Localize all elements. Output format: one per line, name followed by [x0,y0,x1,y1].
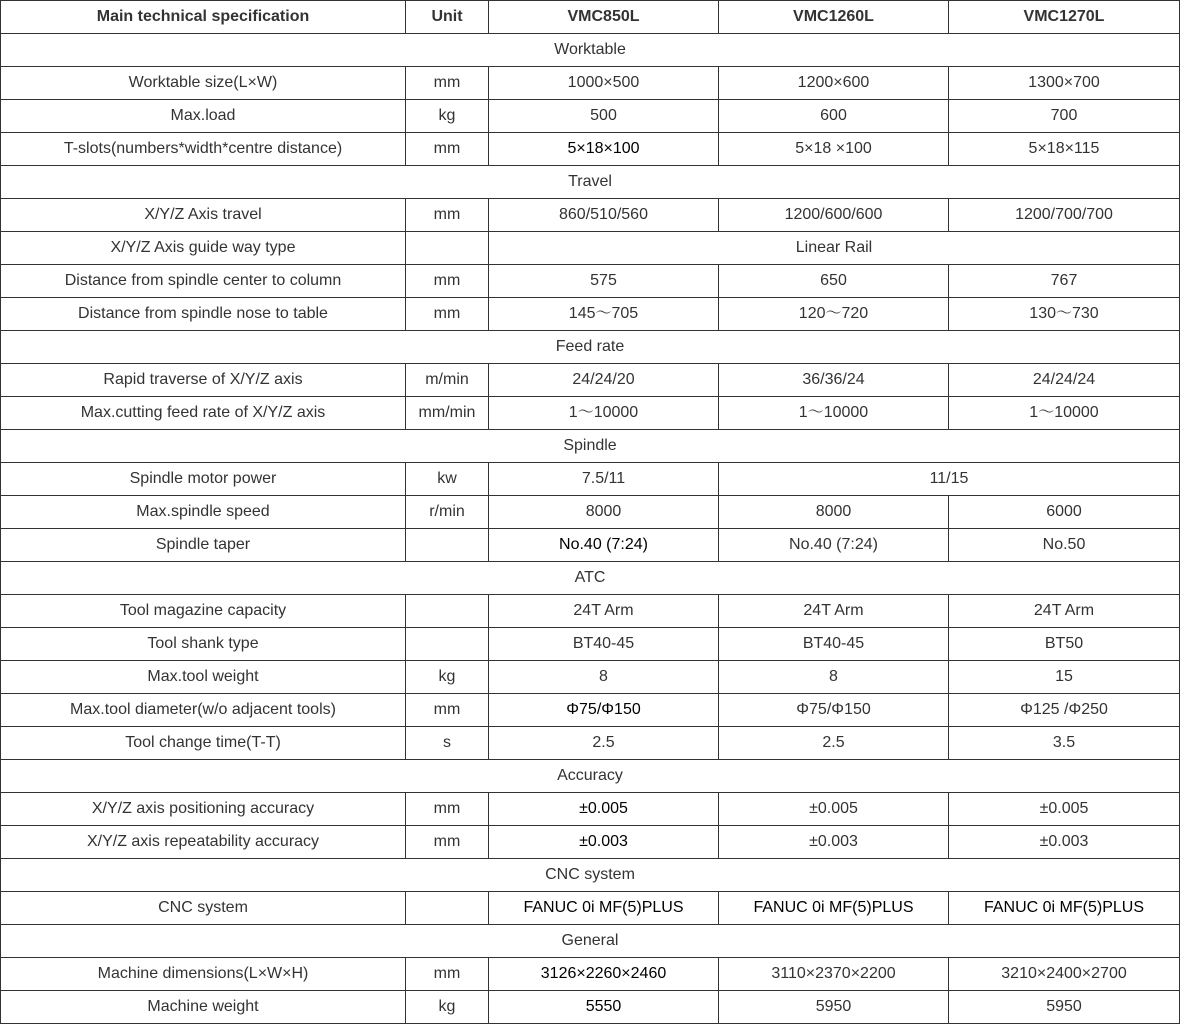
table-row [1,265,1180,298]
value-model-2: 5×18 ×100 [719,133,949,166]
value-model-2: 1～10000 [719,397,949,430]
value-model-2: BT40-45 [719,628,949,661]
value-model-2: 1200/600/600 [719,199,949,232]
spec-unit: r/min [406,496,489,529]
spec-name: Max.cutting feed rate of X/Y/Z axis [1,397,406,430]
value-model-3: ±0.003 [949,826,1180,859]
section-label: Feed rate [1,331,1180,364]
value-model-3: FANUC 0i MF(5)PLUS [949,892,1180,925]
value-model-2: 24T Arm [719,595,949,628]
table-row [1,496,1180,529]
spec-unit [406,628,489,661]
value-model-1: 5550 [489,991,719,1024]
section-row [1,562,1180,595]
spec-unit: mm [406,958,489,991]
header-model-3: VMC1270L [949,1,1180,34]
spec-unit: mm [406,793,489,826]
value-model-1: 575 [489,265,719,298]
spec-unit: mm [406,133,489,166]
spec-unit: mm/min [406,397,489,430]
spec-unit: kg [406,661,489,694]
value-model-2: 5950 [719,991,949,1024]
value-model-1: 8 [489,661,719,694]
spec-unit: mm [406,199,489,232]
section-row [1,760,1180,793]
table-row [1,67,1180,100]
spec-unit: kg [406,100,489,133]
value-model-1: FANUC 0i MF(5)PLUS [489,892,719,925]
table-row [1,694,1180,727]
table-row [1,628,1180,661]
value-model-2: 1200×600 [719,67,949,100]
header-model-1: VMC850L [489,1,719,34]
spec-name: X/Y/Z axis positioning accuracy [1,793,406,826]
value-model-3: 1300×700 [949,67,1180,100]
section-label: CNC system [1,859,1180,892]
spec-unit: mm [406,265,489,298]
spec-name: Rapid traverse of X/Y/Z axis [1,364,406,397]
value-model-2: FANUC 0i MF(5)PLUS [719,892,949,925]
value-model-2: ±0.003 [719,826,949,859]
table-row [1,298,1180,331]
value-model-3: 1～10000 [949,397,1180,430]
table-row [1,991,1180,1024]
value-model-2: 36/36/24 [719,364,949,397]
table-row [1,100,1180,133]
value-model-2: 2.5 [719,727,949,760]
section-label: Spindle [1,430,1180,463]
value-model-1: 500 [489,100,719,133]
table-row [1,793,1180,826]
value-model-2: 120～720 [719,298,949,331]
table-row [1,958,1180,991]
table-row [1,199,1180,232]
value-model-1: ±0.005 [489,793,719,826]
value-model-1: 1000×500 [489,67,719,100]
section-row [1,859,1180,892]
value-model-1: 145～705 [489,298,719,331]
value-model-3: 5×18×115 [949,133,1180,166]
spec-name: Tool change time(T-T) [1,727,406,760]
table-row [1,661,1180,694]
spec-unit: mm [406,694,489,727]
value-model-3: 3210×2400×2700 [949,958,1180,991]
section-label: Worktable [1,34,1180,67]
value-model-2: No.40 (7:24) [719,529,949,562]
spec-name: X/Y/Z axis repeatability accuracy [1,826,406,859]
table-row [1,727,1180,760]
value-model-3: No.50 [949,529,1180,562]
spec-name: Spindle motor power [1,463,406,496]
value-model-3: 767 [949,265,1180,298]
spec-name: Machine dimensions(L×W×H) [1,958,406,991]
value-model-3: 15 [949,661,1180,694]
spec-name: Distance from spindle nose to table [1,298,406,331]
spec-name: X/Y/Z Axis travel [1,199,406,232]
table-row [1,529,1180,562]
spec-unit: m/min [406,364,489,397]
section-row [1,34,1180,67]
spec-name: Spindle taper [1,529,406,562]
value-model-3: 700 [949,100,1180,133]
spec-unit: mm [406,826,489,859]
spec-name: Tool magazine capacity [1,595,406,628]
table-row [1,232,1180,265]
spec-name: CNC system [1,892,406,925]
value-model-3: ±0.005 [949,793,1180,826]
spec-unit: kg [406,991,489,1024]
value-all-models: Linear Rail [489,232,1180,265]
value-model-2: 650 [719,265,949,298]
spec-unit [406,529,489,562]
table-row [1,892,1180,925]
value-model-1: Φ75/Φ150 [489,694,719,727]
spec-name: X/Y/Z Axis guide way type [1,232,406,265]
table-row [1,133,1180,166]
spec-name: Max.tool weight [1,661,406,694]
value-model-1: 8000 [489,496,719,529]
value-model-2: 3110×2370×2200 [719,958,949,991]
value-model-1: 860/510/560 [489,199,719,232]
value-model-1: 2.5 [489,727,719,760]
value-model-3: 6000 [949,496,1180,529]
value-model-2: Φ75/Φ150 [719,694,949,727]
spec-unit: kw [406,463,489,496]
value-model-1: 1～10000 [489,397,719,430]
header-row [1,1,1180,34]
value-model-2: 8 [719,661,949,694]
section-row [1,925,1180,958]
value-model-1: 24/24/20 [489,364,719,397]
spec-name: Max.tool diameter(w/o adjacent tools) [1,694,406,727]
table-row [1,364,1180,397]
value-model-1: BT40-45 [489,628,719,661]
table-row [1,826,1180,859]
value-model-3: 1200/700/700 [949,199,1180,232]
spec-unit [406,595,489,628]
section-row [1,166,1180,199]
section-label: Accuracy [1,760,1180,793]
value-model-3: 24/24/24 [949,364,1180,397]
table-row [1,595,1180,628]
spec-name: Max.load [1,100,406,133]
header-specification: Main technical specification [1,1,406,34]
header-model-2: VMC1260L [719,1,949,34]
section-label: Travel [1,166,1180,199]
value-model-1: 3126×2260×2460 [489,958,719,991]
table-row [1,397,1180,430]
spec-name: Max.spindle speed [1,496,406,529]
spec-name: T-slots(numbers*width*centre distance) [1,133,406,166]
value-models-2-3: 11/15 [719,463,1180,496]
table-body [1,34,1180,1024]
value-model-1: 5×18×100 [489,133,719,166]
spec-name: Machine weight [1,991,406,1024]
spec-unit: mm [406,67,489,100]
value-model-3: 24T Arm [949,595,1180,628]
value-model-1: ±0.003 [489,826,719,859]
value-model-1: 7.5/11 [489,463,719,496]
value-model-1: 24T Arm [489,595,719,628]
value-model-3: Φ125 /Φ250 [949,694,1180,727]
spec-unit: mm [406,298,489,331]
table-row [1,463,1180,496]
section-row [1,430,1180,463]
table-header [1,1,1180,34]
value-model-2: 600 [719,100,949,133]
section-row [1,331,1180,364]
value-model-3: 3.5 [949,727,1180,760]
spec-name: Tool shank type [1,628,406,661]
value-model-1: No.40 (7:24) [489,529,719,562]
value-model-3: BT50 [949,628,1180,661]
spec-name: Distance from spindle center to column [1,265,406,298]
spec-unit [406,232,489,265]
value-model-3: 130～730 [949,298,1180,331]
value-model-3: 5950 [949,991,1180,1024]
value-model-2: ±0.005 [719,793,949,826]
spec-name: Worktable size(L×W) [1,67,406,100]
spec-unit: s [406,727,489,760]
header-unit: Unit [406,1,489,34]
spec-unit [406,892,489,925]
section-label: ATC [1,562,1180,595]
value-model-2: 8000 [719,496,949,529]
section-label: General [1,925,1180,958]
